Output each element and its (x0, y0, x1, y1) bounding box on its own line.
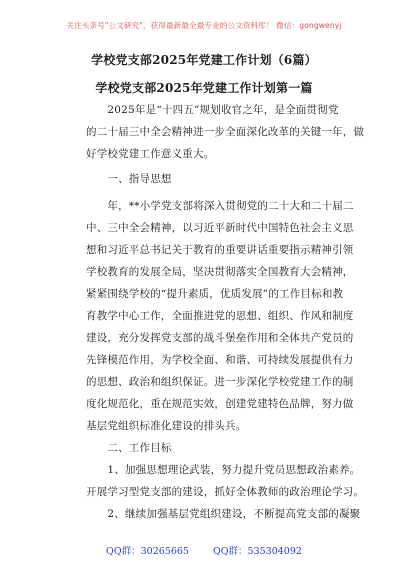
body-line: 育教学中心工作，全面推进党的思想、组织、作风和制度 (86, 310, 354, 322)
body-line: 建设，充分发挥党支部的战斗堡垒作用和全体共产党员的 (86, 332, 354, 344)
body-line: 好学校党建工作意义重大。 (86, 148, 215, 160)
body-line: 中、三中全会精神，以习近平新时代中国特色社会主义思 (86, 222, 354, 234)
body-line: 的二十届三中全会精神进一步全面深化改革的关键一年，做 (86, 126, 365, 138)
body-line: 开展学习型党支部的建设，抓好全体教师的政治理论学习。 (86, 486, 365, 498)
footer-contact (0, 543, 408, 557)
qq-group-1: QQ群：30265665 (106, 546, 189, 557)
body-line: 先锋模范作用，为学校全面、和谐、可持续发展提供有力 (86, 354, 354, 366)
body-line: 2025年是“十四五”规划收官之年，是全面贯彻党 (86, 104, 339, 116)
section-heading: 二、工作目标 (86, 442, 172, 454)
body-line: 度化规范化，重在规范实效，创建党建特色品牌，努力做 (86, 398, 354, 410)
qq-group-2: QQ群：535304092 (212, 546, 302, 557)
body-line: 2、继续加强基层党组织建设，不断提高党支部的凝聚 (86, 508, 361, 520)
body-line: 1、加强思想理论武装，努力提升党员思想政治素养。 (86, 464, 361, 476)
document-subtitle: 学校党支部2025年党建工作计划第一篇 (95, 81, 313, 95)
document-title: 学校党支部2025年党建工作计划（6篇） (91, 53, 317, 67)
body-line: 学校教育的发展全局，坚决贯彻落实全国教育大会精神， (86, 266, 354, 278)
body-line: 想和习近平总书记关于教育的重要讲话重要指示精神引领 (86, 244, 354, 256)
body-line: 基层党组织标准化建设的排头兵。 (86, 420, 247, 432)
body-line: 紧紧围绕学校的“提升素质，优质发展”的工作目标和教 (86, 288, 344, 300)
section-heading: 一、指导思想 (86, 173, 172, 185)
promo-banner: 关注头条号"公文研究"，获得最新最全最专业的公文资料库！ 微信：gongwenyj (66, 21, 342, 30)
body-line: 年，**小学党支部将深入贯彻党的二十大和二十届二 (86, 200, 354, 212)
body-line: 的思想、政治和组织保证。进一步深化学校党建工作的制 (86, 376, 354, 388)
